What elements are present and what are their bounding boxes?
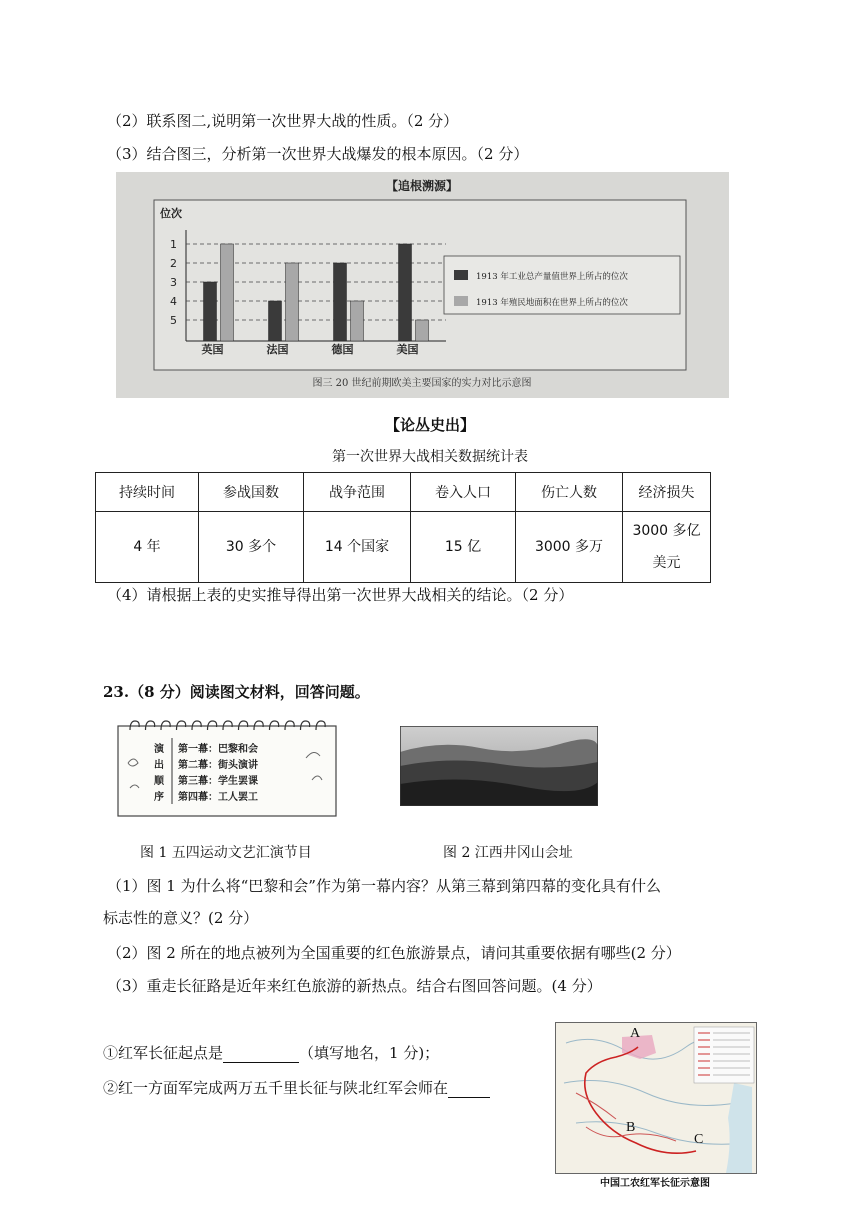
table-header-cell: 伤亡人数: [516, 473, 623, 512]
figure-2-caption: 图 2 江西井冈山会址: [443, 845, 573, 861]
performance-program-card: [116, 718, 338, 818]
landscape-photo: [400, 726, 598, 806]
table-header-cell: 战争范围: [304, 473, 411, 512]
table-header-cell: 持续时间: [96, 473, 199, 512]
bar: [204, 282, 217, 341]
program-label-char: 顺: [154, 776, 164, 787]
question-22-part-4: （4）请根据上表的史实推导得出第一次世界大战相关的结论。（2 分）: [107, 586, 574, 604]
answer-blank-1[interactable]: [223, 1048, 299, 1063]
fill-blank-1-suffix: （填写地名，1 分)；: [299, 1044, 440, 1062]
table-cell-line: 美元: [652, 555, 681, 571]
y-axis-label: 位次: [160, 207, 182, 220]
program-act: 第二幕：街头演讲: [178, 760, 258, 771]
question-23-part-3: （3）重走长征路是近年来红色旅游的新热点。结合右图回答问题。(4 分）: [107, 977, 602, 995]
table-title: 第一次世界大战相关数据统计表: [332, 449, 528, 465]
fill-blank-1-prefix: ①红军长征起点是: [103, 1044, 224, 1062]
legend-swatch: [454, 296, 468, 306]
map-label-b: B: [626, 1120, 636, 1135]
jinggangshan-site-photo: [400, 726, 598, 806]
y-tick-label: 2: [170, 257, 177, 270]
table-cell: 4 年: [96, 512, 199, 583]
bar: [416, 320, 429, 341]
table-cell: [623, 512, 711, 583]
map-caption: 中国工农红军长征示意图: [600, 1178, 710, 1189]
section-heading: 【论丛史出】: [384, 416, 475, 434]
fill-blank-2-prefix: ②红一方面军完成两万五千里长征与陕北红军会师在: [103, 1079, 449, 1097]
table-row: [96, 512, 711, 583]
question-23-part-2: （2）图 2 所在的地点被列为全国重要的红色旅游景点，请问其重要依据有哪些(2 分）: [107, 944, 681, 962]
table-cell: 14 个国家: [304, 512, 411, 583]
table-header-cell: 卷入人口: [411, 473, 516, 512]
y-tick-label: 5: [170, 314, 177, 327]
x-tick-label: 法国: [266, 343, 289, 356]
map-label-a: A: [630, 1026, 641, 1041]
bar: [351, 301, 364, 341]
x-tick-label: 美国: [396, 343, 419, 356]
legend-swatch: [454, 270, 468, 280]
bar: [334, 263, 347, 341]
program-card-drawing: [116, 718, 338, 818]
bar: [286, 263, 299, 341]
program-label-char: 演: [154, 744, 164, 755]
table-header-cell: 参战国数: [199, 473, 304, 512]
x-tick-label: 德国: [331, 343, 354, 356]
table-cell-line: 3000 多亿: [632, 523, 701, 539]
y-tick-label: 3: [170, 276, 177, 289]
table-cell: 30 多个: [199, 512, 304, 583]
y-tick-label: 1: [170, 238, 177, 251]
fill-blank-1: [103, 1042, 439, 1063]
table-header-row: [96, 473, 711, 512]
legend-label: 1913 年殖民地面积在世界上所占的位次: [476, 298, 628, 308]
y-tick-label: 4: [170, 295, 177, 308]
question-23-part-1-line-2: 标志性的意义？(2 分）: [103, 909, 259, 927]
ww1-statistics-table: [95, 472, 711, 583]
map-label-c: C: [694, 1132, 704, 1147]
table-cell: 15 亿: [411, 512, 516, 583]
rank-bar-chart: [116, 172, 729, 398]
rank-bar-chart-figure: [116, 172, 729, 398]
figure-1-caption: 图 1 五四运动文艺汇演节目: [140, 845, 312, 861]
program-act: 第三幕：学生罢课: [178, 776, 258, 787]
program-label-char: 出: [154, 760, 164, 771]
legend-label: 1913 年工业总产量值世界上所占的位次: [476, 272, 628, 282]
chart-caption: 图三 20 世纪前期欧美主要国家的实力对比示意图: [312, 378, 532, 389]
long-march-map: [555, 1022, 757, 1174]
table-header-cell: 经济损失: [623, 473, 711, 512]
answer-blank-2[interactable]: [448, 1083, 490, 1098]
table-cell: 3000 多万: [516, 512, 623, 583]
question-23-heading: 23.（8 分）阅读图文材料，回答问题。: [103, 683, 370, 701]
x-tick-label: 英国: [201, 343, 224, 356]
program-act: 第四幕：工人罢工: [178, 792, 258, 803]
program-label-char: 序: [154, 792, 164, 803]
program-act: 第一幕：巴黎和会: [178, 744, 258, 755]
bar: [269, 301, 282, 341]
question-22-part-2: （2）联系图二,说明第一次世界大战的性质。（2 分）: [107, 112, 459, 130]
fill-blank-2: [103, 1077, 490, 1098]
long-march-map-drawing: [556, 1023, 756, 1173]
question-23-part-1-line-1: （1）图 1 为什么将“巴黎和会”作为第一幕内容？从第三幕到第四幕的变化具有什么: [107, 877, 661, 895]
bar: [399, 244, 412, 341]
question-22-part-3: （3）结合图三，分析第一次世界大战爆发的根本原因。（2 分）: [107, 145, 529, 163]
chart-title: 【追根溯源】: [385, 179, 459, 193]
bar: [221, 244, 234, 341]
